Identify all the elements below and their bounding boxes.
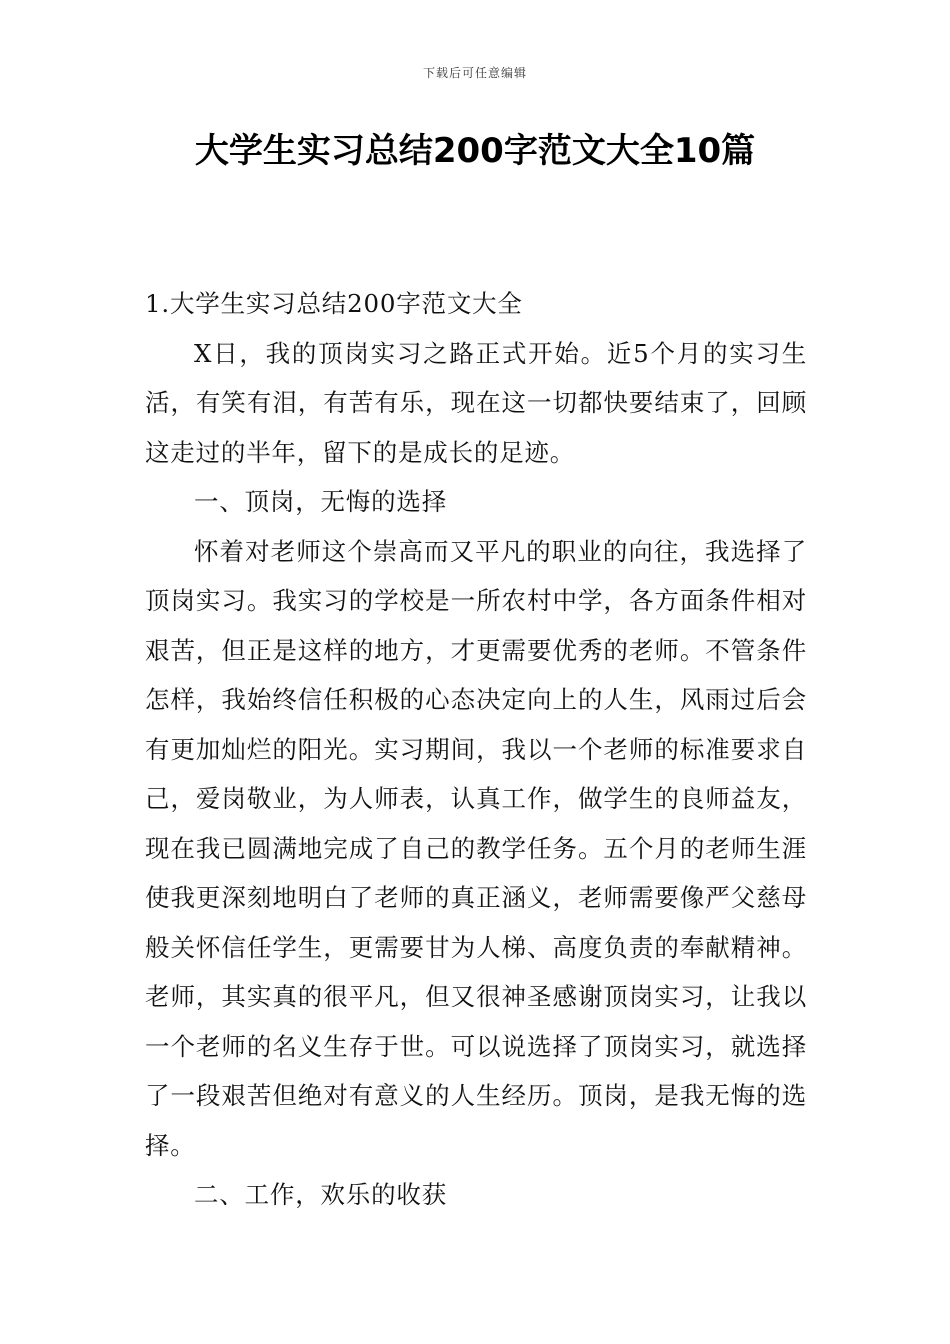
document-body bbox=[145, 279, 807, 1220]
download-note: 下载后可任意编辑 bbox=[422, 66, 527, 80]
section-heading: 1.大学生实习总结200字范文大全 bbox=[145, 289, 523, 318]
paragraph-choice: 怀着对老师这个崇高而又平凡的职业的向往，我选择了顶岗实习。我实习的学校是一所农村中学，各方面条件相对艰苦，但正是这样的地方，才更需要优秀的老师。不管条件怎样，我始终信任积极的心态决定向上的人生，风雨过后会有更加灿烂的阳光。实习期间，我以一个老师的标准要求自己，爱岗敬业，为人师表，认真工作，做学生的良师益友，现在我已圆满地完成了自己的教学任务。五个月的老师生涯使我更深刻地明白了老师的真正涵义，老师需要像严父慈母般关怀信任学生，更需要甘为人梯、高度负责的奉献精神。老师，其实真的很平凡，但又很神圣感谢顶岗实习，让我以一个老师的名义生存于世。可以说选择了顶岗实习，就选择了一段艰苦但绝对有意义的人生经历。顶岗，是我无悔的选择。 bbox=[145, 536, 807, 1160]
paragraph-intro: X日，我的顶岗实习之路正式开始。近5个月的实习生活，有笑有泪，有苦有乐，现在这一切都快要结束了，回顾这走过的半年，留下的是成长的足迹。 bbox=[145, 338, 807, 467]
document-title: 大学生实习总结200字范文大全10篇 bbox=[194, 131, 756, 171]
subheading-choice: 一、顶岗，无悔的选择 bbox=[194, 487, 447, 516]
subheading-work: 二、工作，欢乐的收获 bbox=[194, 1180, 447, 1209]
